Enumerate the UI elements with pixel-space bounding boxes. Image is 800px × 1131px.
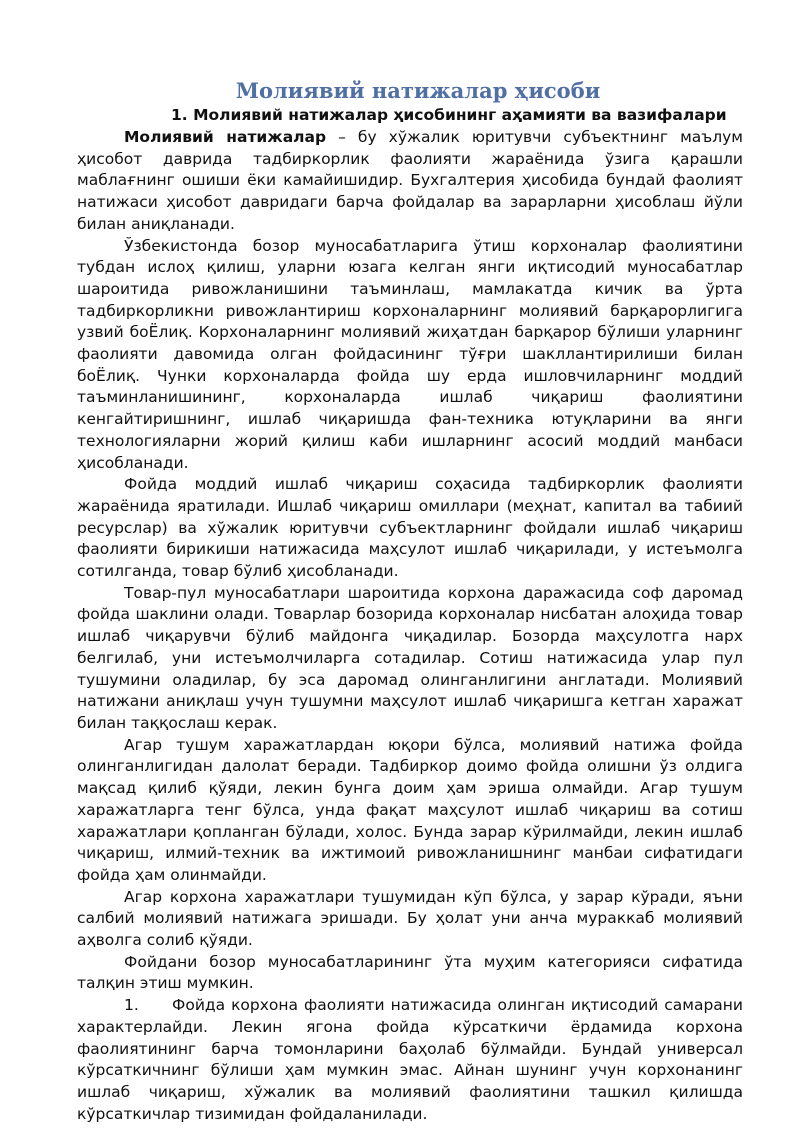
body-paragraph: Фойдани бозор муносабатларининг ўта муҳим категорияси сифатида талқин этиш мумкин.	[77, 952, 743, 993]
body-paragraph: Товар-пул муносабатлари шароитида корхона даражасида соф даромад фойда шаклини олади. Товарлар бозорида корхоналар нисбатан алоҳида товар ишлаб чиқарувчи бўлиб майдонга чиқадилар. Бозорда маҳсулотга нарх белгилаб, уни истеъмолчиларга сотадилар. Сотиш натижасида улар пул тушумини оладилар, бу эса даромад олинганлигини англатади. Молиявий натижани аниқлаш учун тушумни маҳсулот ишлаб чиқаришга кетган харажат билан таққослаш керак.	[77, 583, 743, 732]
document-title: Молиявий натижалар ҳисоби	[235, 78, 601, 103]
body-paragraph: Ўзбекистонда бозор муносабатларига ўтиш корхоналар фаолиятини тубдан ислоҳ қилиш, уларни юзага келган янги иқтисодий муносабатлар шароитида ривожланишини таъминлаш, мамлакатда кичик ва ўрта тадбиркорликни ривожлантириш корхоналарнинг молиявий барқарорлигига узвий боЁлиқ. Корхоналарнинг молиявий жиҳатдан барқарор бўлиши уларнинг фаолияти давомида олган фойдасининг тўғри шакллантирилиши билан боЁлиқ. Чунки корхоналарда фойда шу ерда ишловчиларнинг моддий таъминланишининг, корхоналарда ишлаб чиқариш фаолиятини кенгайтиришнинг, ишлаб чиқаришда фан-техника ютуқларини ва янги технологияларни жорий қилиш каби ишларнинг асосий моддий манбаси ҳисобланади.	[77, 236, 743, 472]
document-page	[77, 78, 743, 1125]
list-item-number: 1.	[124, 996, 139, 1015]
body-paragraph: Фойда моддий ишлаб чиқариш соҳасида тадбиркорлик фаолияти жараёнида яратилади. Ишлаб чиқариш омиллари (меҳнат, капитал ва табиий ресурслар) ва хўжалик юритувчи субъектларнинг фойдали ишлаб чиқариш фаолияти бирикиши натижасида маҳсулот ишлаб чиқарилади, у истеъмолга сотилганда, товар бўлиб ҳисобланади.	[77, 475, 743, 581]
defined-term: Молиявий натижалар	[124, 128, 327, 146]
intro-text: – бу хўжалик юритувчи субъектнинг маълум ҳисобот даврида тадбиркорлик фаолияти жараёнида ўзига қарашли маблағнинг ошиши ёки камайишидир. Бухгалтерия ҳисобида бундай фаолият натижаси ҳисобот давридаги барча фойдалар ва зарарларни ҳисоблаш йўли билан аниқланади.	[77, 128, 743, 233]
list-item-text: Фойда корхона фаолияти натижасида олинган иқтисодий самарани характерлайди. Лекин ягона фойда кўрсаткичи ёрдамида корхона фаолиятининг барча томонларини баҳолаб бўлмайди. Бундай универсал кўрсаткичнинг бўлиши ҳам мумкин эмас. Айнан шунинг учун корхонанинг ишлаб чиқариш, хўжалик ва молиявий фаолиятини ташкил қилишда кўрсаткичлар тизимидан фойдаланилади.	[77, 996, 743, 1123]
numbered-list-item	[77, 995, 743, 1125]
body-paragraph: Агар тушум харажатлардан юқори бўлса, молиявий натижа фойда олинганлигидан далолат беради. Тадбиркор доимо фойда олишни ўз олдига мақсад қилиб қўяди, лекин бунга доим ҳам эриша олмайди. Агар тушум харажатларга тенг бўлса, унда фақат маҳсулот ишлаб чиқариш ва сотиш харажатлари қопланган бўлади, холос. Бунда зарар кўрилмайди, лекин ишлаб чиқариш, илмий-техник ва ижтимоий ривожланишнинг манбаи сифатидаги фойда ҳам олинмайди.	[77, 735, 743, 884]
body-paragraph: Агар корхона харажатлари тушумидан кўп бўлса, у зарар кўради, яъни салбий молиявий натижага эришади. Бу ҳолат уни анча мураккаб молиявий аҳволга солиб қўяди.	[77, 887, 743, 950]
intro-paragraph	[77, 127, 743, 236]
section-heading: 1. Молиявий натижалар ҳисобининг аҳамияти ва вазифалари	[171, 106, 727, 124]
